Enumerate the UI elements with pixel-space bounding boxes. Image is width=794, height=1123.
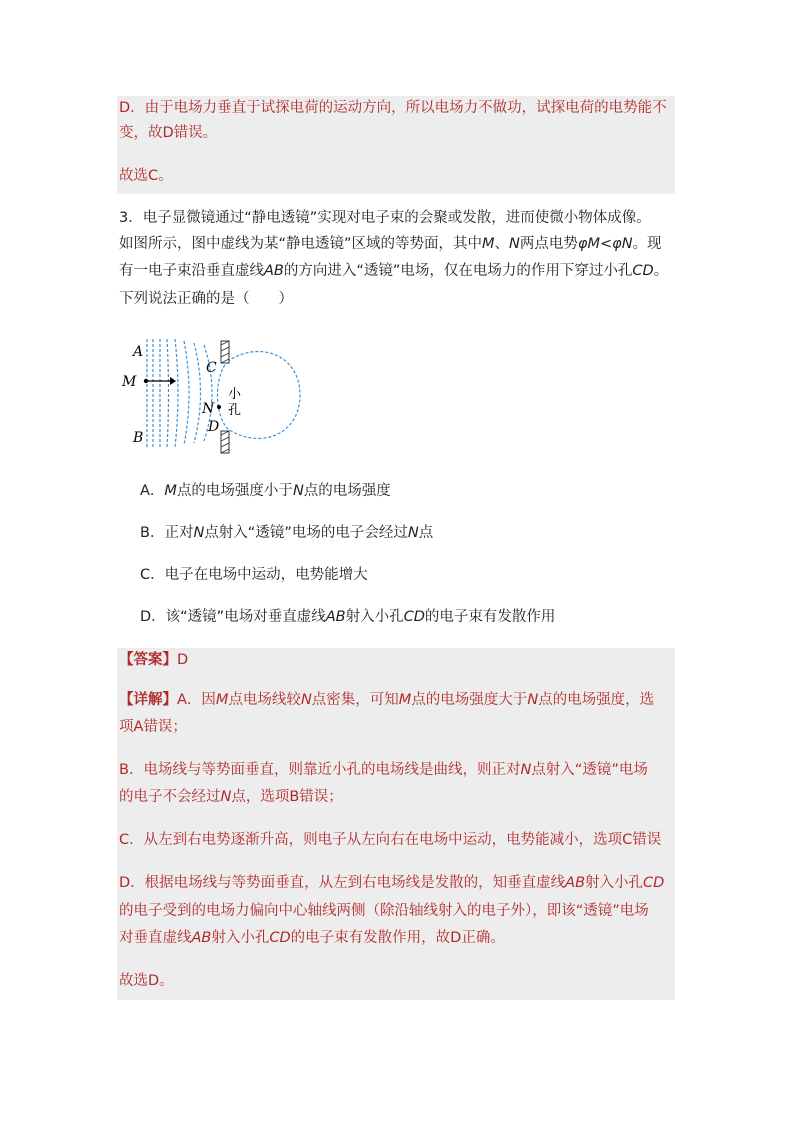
text-run: 、: [494, 236, 510, 252]
label-d: D: [208, 419, 220, 435]
answer-line: [119, 650, 188, 670]
explanation-c-line: C．从左到右电势逐渐升高，则电子从左向右在电场中运动，电势能减小，选项C错误: [119, 832, 662, 848]
text-run: 的方向进入“透镜”电场，仅在电场力的作用下穿过小孔: [283, 263, 633, 279]
math-symbol: AB: [264, 263, 284, 279]
label-hole-2: 孔: [228, 403, 242, 418]
text-run: <: [599, 236, 613, 252]
text-run: C．电子在电场中运动，电势能增大: [140, 567, 368, 583]
explanation-b-n: N: [520, 762, 532, 778]
math-symbol: CD: [632, 263, 654, 279]
label-b: B: [133, 430, 144, 446]
answer-label: 【答案】: [119, 652, 177, 668]
math-symbol: N: [292, 483, 304, 499]
math-symbol: N: [407, 525, 419, 541]
explanation-conclusion: 故选D。: [119, 973, 174, 989]
explanation-b-line2: [119, 787, 343, 807]
text-run: A．因: [177, 692, 216, 708]
question-line4: 下列说法正确的是（ ）: [119, 291, 293, 307]
text-run: 对垂直虚线: [119, 930, 192, 946]
math-symbol: N: [193, 525, 205, 541]
math-symbol: N: [527, 692, 539, 708]
text-run: 两点电势: [519, 236, 578, 252]
text-run: 点电场线较: [228, 692, 301, 708]
text-run: 。: [653, 263, 669, 279]
text-run: 射入小孔: [211, 930, 270, 946]
text-run: 的电子束有发散作用: [424, 609, 556, 625]
question-line2: [119, 234, 662, 254]
label-c: C: [206, 360, 217, 376]
explanation-d-line1: [119, 873, 664, 893]
label-hole-1: 小: [228, 387, 242, 402]
math-symbol: CD: [403, 609, 425, 625]
text-run: 点: [418, 525, 434, 541]
explanation-d-line2: 的电子受到的电场力偏向中心轴线两侧（除沿轴线射入的电子外），即该“透镜”电场: [119, 903, 649, 919]
text-run: 。现: [632, 236, 662, 252]
math-symbol: CD: [643, 875, 665, 891]
math-symbol: N: [509, 236, 520, 252]
text-run: 的电子不会经过: [119, 789, 221, 805]
math-symbol: M: [164, 483, 177, 499]
math-symbol: φM: [577, 236, 600, 252]
answer-value: D: [177, 652, 189, 668]
option-b[interactable]: [140, 523, 433, 543]
label-a: A: [133, 344, 144, 360]
explanation-d-line3: [119, 928, 505, 948]
text-run: 点的电场强度小于: [176, 483, 293, 499]
text-run: 点的电场强度大于: [411, 692, 528, 708]
text-run: 如图所示，图中虚线为某“静电透镜”区域的等势面，其中: [119, 236, 483, 252]
text-run: 点的电场强度，选: [538, 692, 655, 708]
text-run: 点射入“透镜”电场的电子会经过: [204, 525, 408, 541]
explanation-a-runs: [177, 692, 654, 708]
text-run: B．正对: [140, 525, 194, 541]
point-n: [217, 405, 221, 409]
explanation-b-text: B．电场线与等势面垂直，则靠近小孔的电场线是曲线，则正对: [119, 762, 521, 778]
option-d[interactable]: [140, 607, 555, 627]
text-run: A．: [140, 483, 165, 499]
label-m: M: [122, 374, 137, 390]
label-n: N: [202, 401, 215, 417]
explanation-label: 【详解】: [119, 692, 177, 708]
explanation-a-line1: [119, 690, 654, 710]
text-run: 射入小孔: [345, 609, 404, 625]
math-symbol: AB: [325, 609, 346, 625]
text-run: 的电子束有发散作用，故D正确。: [290, 930, 505, 946]
text-run: D．该“透镜”电场对垂直虚线: [140, 609, 326, 625]
math-symbol: N: [220, 789, 232, 805]
text-run: 点的电场强度: [303, 483, 391, 499]
explanation-b-end: 点射入“透镜”电场: [531, 762, 648, 778]
prev-solution-conclusion: 故选C。: [119, 168, 173, 184]
math-symbol: CD: [269, 930, 291, 946]
math-symbol: φN: [612, 236, 633, 252]
math-symbol: M: [398, 692, 412, 708]
prev-solution-d-line2: 变，故D错误。: [119, 125, 218, 141]
option-c[interactable]: [140, 565, 368, 585]
text-run: 点，选项B错误；: [231, 789, 343, 805]
electron-beam-arrow: [144, 377, 176, 385]
text-run: D．根据电场线与等势面垂直，从左到右电场线是发散的，知垂直虚线: [119, 875, 566, 891]
math-symbol: M: [215, 692, 229, 708]
text-run: 有一电子束沿垂直虚线: [119, 263, 264, 279]
explanation-b-line1: [119, 760, 648, 780]
text-run: 射入小孔: [585, 875, 644, 891]
lens-figure: [110, 335, 310, 470]
question-line1: 3．电子显微镜通过“静电透镜”实现对电子束的会聚或发散，进而使微小物体成像。: [119, 210, 651, 226]
math-symbol: AB: [191, 930, 212, 946]
math-symbol: M: [482, 236, 495, 252]
question-line3: [119, 261, 668, 281]
explanation-a-line2: 项A错误；: [119, 719, 187, 735]
text-run: 点密集，可知: [311, 692, 399, 708]
math-symbol: N: [300, 692, 312, 708]
math-symbol: AB: [565, 875, 586, 891]
option-a[interactable]: [140, 481, 391, 501]
prev-solution-d-line1: D．由于电场力垂直于试探电荷的运动方向，所以电场力不做功，试探电荷的电势能不: [119, 100, 667, 116]
